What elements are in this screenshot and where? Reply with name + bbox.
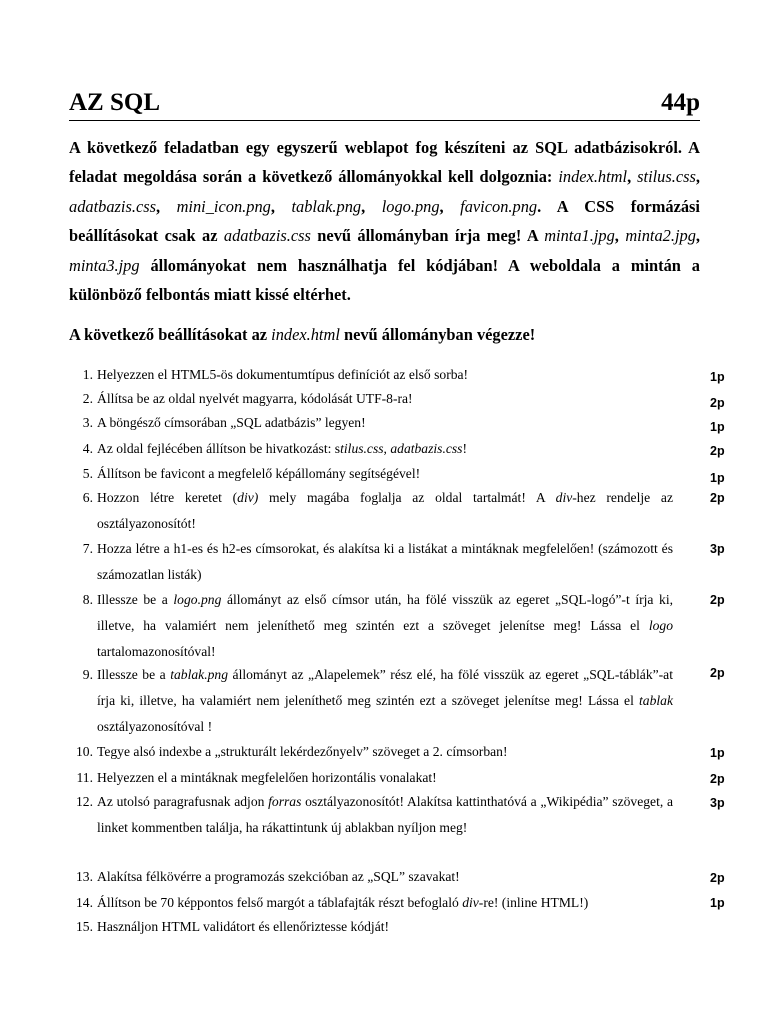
task-points: 2p: [710, 396, 725, 410]
task-points: 2p: [710, 491, 725, 505]
identifier-name: forras: [268, 794, 302, 809]
task-number: 5.: [82, 466, 93, 481]
task-text-part: osztályazonosítóval !: [97, 719, 213, 734]
task-text: [97, 436, 673, 462]
task-points: 2p: [710, 593, 725, 607]
task-number: 2.: [82, 391, 93, 406]
task-number: 8.: [82, 592, 93, 607]
intro-text: nevű állományban írja meg! A: [310, 226, 545, 246]
task-points: 1p: [710, 370, 725, 384]
separator: ,: [270, 196, 292, 216]
separator: ,: [627, 167, 638, 187]
file-name: adatbazis.css: [69, 196, 156, 216]
task-points: 1p: [710, 471, 725, 485]
task-text: [97, 789, 673, 841]
task-text-part: osztályazonosítót! Alakítsa kattinthatóvá a „Wikipédia” szöveget, a linket kommentben találja, ha rákattintunk új ablakban nyíljon meg!: [97, 794, 673, 835]
task-text: Hozza létre a h1-es és h2-es címsorokat, és alakítsa ki a listákat a mintáknak megfelelően! (számozott és számozatlan listák): [97, 541, 673, 582]
task-text: Használjon HTML validátort és ellenőriztesse kódját!: [97, 919, 390, 934]
task-points: 1p: [710, 896, 725, 910]
html-tag: div: [462, 895, 479, 910]
file-name: logo.png: [173, 592, 222, 607]
task-text-part: Az utolsó paragrafusnak adjon: [97, 794, 269, 809]
task-points: 2p: [710, 666, 725, 680]
task-number: 7.: [82, 541, 93, 556]
task-text-part: Illessze be a: [97, 592, 174, 607]
file-name: tablak.png: [170, 667, 229, 682]
task-text: [97, 587, 673, 665]
task-list: [69, 0, 725, 1024]
file-name: tilus.css: [340, 441, 384, 456]
task-number: 9.: [82, 667, 93, 682]
task-text-part: !: [462, 441, 468, 456]
task-points: 3p: [710, 796, 725, 810]
task-text: Állítson be favicont a megfelelő képállomány segítségével!: [97, 466, 421, 481]
task-number: 3.: [82, 415, 93, 430]
separator: ,: [361, 196, 382, 216]
task-text: Alakítsa félkövérre a programozás szekcióban az „SQL” szavakat!: [97, 869, 460, 884]
file-name: index.html: [271, 325, 340, 344]
intro-text: állományokat nem használhatja fel kódjában! A weboldala a mintán a különböző felbontás miatt kissé eltérhet.: [69, 255, 700, 305]
task-text: Tegye alsó indexbe a „strukturált lekérdezőnyelv” szöveget a 2. címsorban!: [97, 744, 508, 759]
task-text: Helyezzen el HTML5-ös dokumentumtípus definíciót az első sorba!: [97, 367, 469, 382]
file-name: tablak.png: [291, 196, 362, 216]
task-text: [97, 485, 673, 537]
task-number: 14.: [76, 895, 93, 910]
task-number: 10.: [76, 744, 93, 759]
task-text-part: tartalomazonosítóval!: [97, 644, 216, 659]
identifier-name: logo: [648, 618, 673, 633]
task-text-part: Illessze be a: [97, 667, 171, 682]
task-number: 15.: [76, 919, 93, 934]
intro-text: A következő feladatban egy egyszerű weblapot fog készíteni az SQL adatbázisokról. A feladat megoldása során a következő állományokkal kell dolgoznia:: [69, 138, 700, 187]
task-text: A böngésző címsorában „SQL adatbázis” legyen!: [97, 415, 366, 430]
heading-text: nevű állományban végezze!: [339, 325, 536, 344]
task-number: 1.: [82, 367, 93, 382]
task-points: 2p: [710, 444, 725, 458]
file-name: stilus.css: [637, 167, 696, 187]
task-text-part: -re! (inline HTML!): [478, 895, 589, 910]
html-tag: div): [237, 490, 259, 505]
file-name: index.html: [558, 167, 628, 187]
task-text-part: -hez rendelje az osztályazonosítót!: [97, 490, 673, 531]
task-number: 13.: [76, 869, 93, 884]
task-text-part: állományt az első címsor után, ha fölé visszük az egeret „SQL-logó”-t írja ki, illetve, ha valamiért nem jeleníthető meg szintén ezt a szöveget jelenítse meg! Lássa el: [97, 592, 674, 633]
task-text-part: Az oldal fejlécében állítson be hivatkozást: s: [97, 441, 341, 456]
file-name: favicon.png: [460, 196, 538, 216]
task-points: 2p: [710, 772, 725, 786]
html-tag: div: [555, 490, 573, 505]
identifier-name: tablak: [639, 693, 673, 708]
task-number: 4.: [82, 441, 93, 456]
separator: ,: [439, 196, 461, 216]
heading-text: A következő beállításokat az: [69, 325, 272, 344]
task-text-part: ,: [383, 441, 391, 456]
task-text-part: Állítson be 70 képpontos felső margót a táblafajták részt befoglaló: [97, 895, 463, 910]
file-name: minta3.jpg: [69, 255, 140, 275]
page-title: AZ SQL: [69, 89, 161, 116]
file-name: minta2.jpg: [625, 226, 696, 246]
file-name: adatbazis.css: [223, 226, 311, 246]
task-number: 12.: [76, 794, 93, 809]
task-number: 6.: [82, 490, 93, 505]
task-text-part: állományt az „Alapelemek” rész elé, ha fölé visszük az egeret „SQL-táblák”-at írja ki, illetve, ha valamiért nem jeleníthető meg szintén ezt a szöveget jelenítse meg! Lássa el: [97, 667, 673, 708]
separator: ,: [155, 196, 177, 216]
task-text: [97, 890, 673, 916]
task-text: Állítsa be az oldal nyelvét magyarra, kódolását UTF-8-ra!: [97, 391, 413, 406]
total-points: 44p: [661, 89, 700, 116]
task-number: 11.: [76, 770, 93, 785]
intro-text: . A CSS formázási beállításokat csak az: [69, 196, 700, 246]
file-name: logo.png: [381, 196, 440, 216]
task-points: 2p: [710, 871, 725, 885]
task-text-part: mely magába foglalja az oldal tartalmát! A: [258, 490, 556, 505]
task-points: 1p: [710, 420, 725, 434]
separator: ,: [614, 226, 626, 246]
separator: ,: [695, 167, 700, 187]
task-text-part: Hozzon létre keretet (: [97, 490, 238, 505]
task-points: 1p: [710, 746, 725, 760]
file-name: minta1.jpg: [544, 226, 615, 246]
document-page: [69, 0, 725, 1024]
task-text: Helyezzen el a mintáknak megfelelően horizontális vonalakat!: [97, 770, 437, 785]
task-text: [97, 662, 673, 740]
task-points: 3p: [710, 542, 725, 556]
separator: ,: [695, 226, 700, 246]
file-name: mini_icon.png: [176, 196, 271, 216]
file-name: adatbazis.css: [390, 441, 463, 456]
